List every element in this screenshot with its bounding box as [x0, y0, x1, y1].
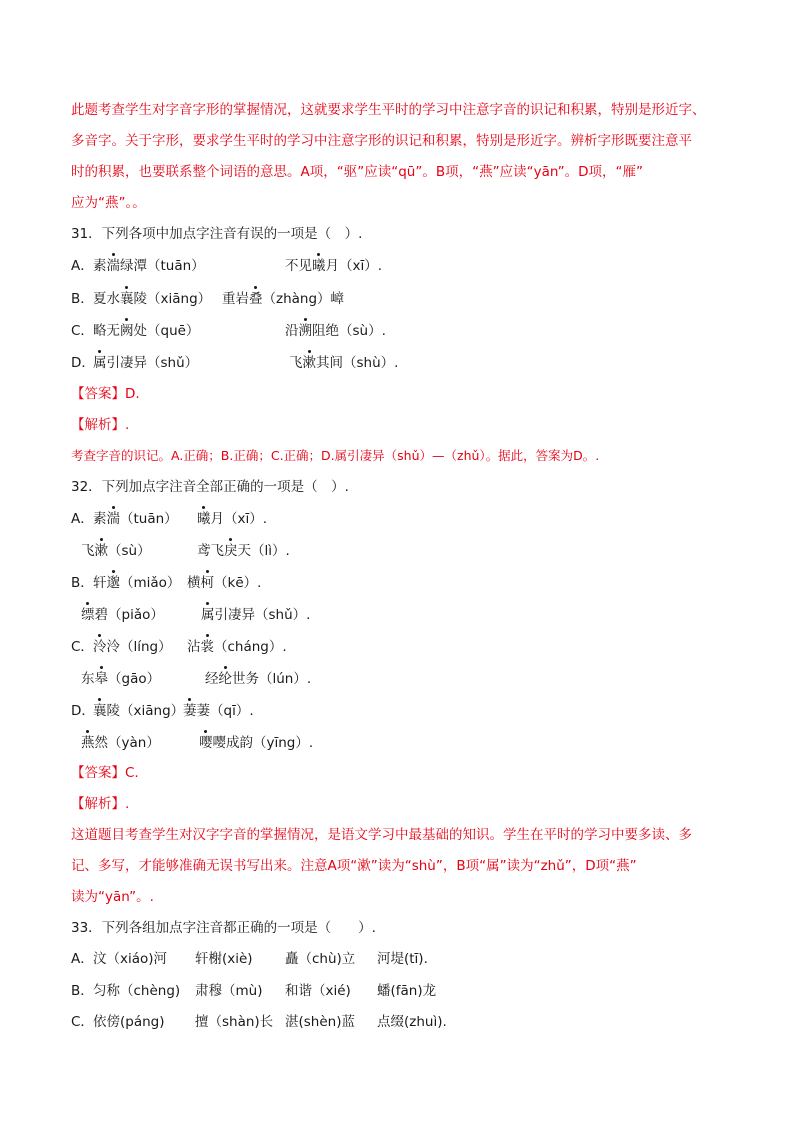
emphasis-dot-char: 戾: [224, 543, 238, 559]
emphasis-dot-char: 曦: [197, 511, 211, 527]
q33-option-c: C． 依傍(páng) 擅（shàn)长 湛(shèn)蓝 点缀(zhuì).: [71, 1014, 447, 1030]
emphasis-dot-char: 皋: [94, 671, 108, 687]
explanation-line: 应为“燕”。。: [71, 195, 146, 211]
emphasis-dot-char: 漱: [302, 355, 316, 371]
q31-option-b: B． 夏水襄陵（xiāng） 重岩叠（zhàng）嶂: [71, 291, 345, 307]
q32-row: 燕然（yàn） 嘤嘤成韵（yīng）.: [81, 735, 314, 751]
q32-row: B． 轩邈（miǎo） 横柯（kē）.: [71, 575, 262, 591]
explanation-line: 此题考查学生对字音字形的掌握情况，这就要求学生平时的学习中注意字音的识记和积累，特别是形近字、: [71, 102, 706, 118]
emphasis-dot-char: 曦: [312, 258, 326, 274]
question-31-stem: 31．下列各项中加点字注音有误的一项是（ ）.: [71, 226, 363, 242]
q31-option-c: C． 略无阙处（quē） 沿溯阻绝（sù）.: [71, 323, 386, 339]
emphasis-dot-char: 漱: [94, 543, 108, 559]
q31-option-a: A． 素湍绿潭（tuān） 不见曦月（xī）.: [71, 258, 383, 274]
q33-option-b: B． 匀称（chèng) 肃穆（mù) 和谐（xié) 蟠(fān)龙: [71, 983, 437, 999]
emphasis-dot-char: 阙: [120, 323, 134, 339]
q32-answer: 【答案】C.: [71, 765, 139, 781]
q32-row: C． 泠泠（líng） 沾裳（cháng）.: [71, 639, 287, 655]
q31-analysis-label: 【解析】.: [71, 417, 130, 433]
emphasis-dot-char: 襄: [93, 703, 107, 719]
q33-option-a: A． 汶（xiáo)河 轩榭(xiè) 矗（chù)立 河堤(tī).: [71, 951, 428, 967]
emphasis-dot-char: 萋: [183, 703, 197, 719]
q32-row: 飞漱（sù） 鸢飞戾天（lì）.: [81, 543, 290, 559]
emphasis-dot-char: 裳: [200, 639, 214, 655]
question-33-stem: 33．下列各组加点字注音都正确的一项是（ ）.: [71, 920, 376, 936]
emphasis-dot-char: 溯: [298, 323, 312, 339]
emphasis-dot-char: 缥: [81, 607, 95, 623]
emphasis-dot-char: 湍: [106, 511, 120, 527]
q32-row: A． 素湍（tuān） 曦月（xī）.: [71, 511, 268, 527]
emphasis-dot-char: 邈: [106, 575, 120, 591]
q32-analysis-label: 【解析】.: [71, 796, 130, 812]
q31-option-d: D． 属引凄异（shǔ） 飞漱其间（shù）.: [71, 355, 399, 371]
emphasis-dot-char: 属: [93, 355, 107, 371]
question-32-stem: 32．下列加点字注音全部正确的一项是（ ）.: [71, 479, 349, 495]
explanation-line: 时的积累，也要联系整个词语的意思。A项，“驱”应读“qū”。B项，“燕”应读“yān”。D项，“雁”: [71, 164, 644, 180]
emphasis-dot-char: 纶: [218, 671, 232, 687]
q32-analysis-line: 读为“yān”。.: [71, 889, 154, 905]
emphasis-dot-char: 属: [201, 607, 215, 623]
emphasis-dot-char: 襄: [120, 291, 134, 307]
explanation-line: 多音字。关于字形，要求学生平时的学习中注意字形的识记和积累，特别是形近字。辨析字形既要注意平: [71, 133, 692, 149]
emphasis-dot-char: 柯: [200, 575, 214, 591]
q32-analysis-line: 记、多写，才能够准确无误书写出来。注意A项“漱”读为“shù”，B项“属”读为“zhǔ”，D项“燕”: [71, 858, 637, 874]
emphasis-dot-char: 湍: [106, 258, 120, 274]
q32-row: D． 襄陵（xiāng） 萋萋（qī）.: [71, 703, 254, 719]
q32-analysis-line: 这道题目考查学生对汉字字音的掌握情况，是语文学习中最基础的知识。学生在平时的学习中要多读、多: [71, 827, 692, 843]
emphasis-dot-char: 泠: [93, 639, 107, 655]
emphasis-dot-char: 燕: [81, 735, 95, 751]
q32-row: 缥碧（piǎo） 属引凄异（shǔ）.: [81, 607, 311, 623]
q31-analysis: 考查字音的识记。A.正确；B.正确；C.正确；D.属引凄异（shǔ）—（zhǔ）。据此，答案为D。.: [71, 448, 600, 463]
emphasis-dot-char: 嘤: [199, 735, 213, 751]
q32-row: 东皋（gāo） 经纶世务（lún）.: [81, 671, 312, 687]
q31-answer: 【答案】D.: [71, 386, 140, 402]
emphasis-dot-char: 叠: [249, 291, 263, 307]
